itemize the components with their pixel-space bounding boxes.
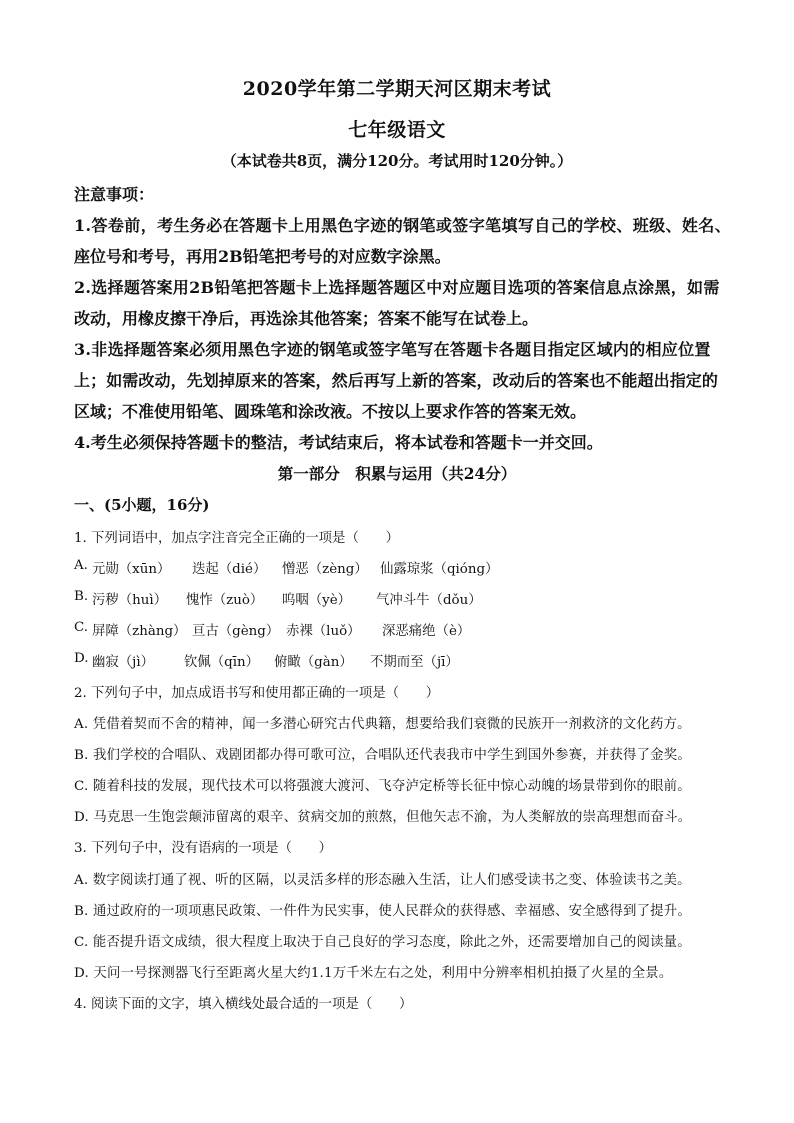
question-2-stem: 2. 下列句子中，加点成语书写和使用都正确的一项是（ ）: [74, 686, 440, 701]
q3-option-d: D. 天问一号探测器飞行至距离火星大约1.1万千米左右之处，利用中分辨率相机拍摄了火星的全景。: [74, 966, 673, 981]
option-item: 深恶痛绝（è）: [382, 624, 471, 639]
option-letter: A.: [74, 558, 88, 573]
option-letter: D.: [74, 651, 89, 666]
option-item: 屏障（zhàng）: [92, 624, 187, 639]
q2-option-d: D. 马克思一生饱尝颠沛留离的艰辛、贫病交加的煎熬，但他矢志不渝，为人类解放的崇高理想而奋斗。: [74, 810, 692, 825]
notice-line: 改动，用橡皮擦干净后，再选涂其他答案；答案不能写在试卷上。: [74, 309, 539, 328]
option-item: 不期而至（jī）: [370, 655, 459, 670]
exam-subject: 七年级语文: [348, 119, 446, 141]
notice-line: 3.非选择题答案必须用黑色字迹的钢笔或签字笔写在答题卡各题目指定区域内的相应位置: [74, 340, 711, 359]
notice-line: 1.答卷前，考生务必在答题卡上用黑色字迹的钢笔或签字笔填写自己的学校、班级、姓名、: [74, 216, 732, 235]
q1-option-b: [74, 589, 482, 608]
option-item: 呜咽（yè）: [282, 593, 352, 608]
notice-line: 4.考生必须保持答题卡的整洁，考试结束后，将本试卷和答题卡一并交回。: [74, 433, 603, 452]
option-item: 仙露琼浆（qióng）: [380, 562, 499, 577]
notice-line: 上；如需改动，先划掉原来的答案，然后再写上新的答案，改动后的答案也不能超出指定的: [74, 371, 719, 390]
q3-option-a: A. 数字阅读打通了视、听的区隔，以灵活多样的形态融入生活，让人们感受读书之变、体验读书之美。: [74, 873, 691, 888]
q3-option-b: B. 通过政府的一项项惠民政策、一件件为民实事，使人民群众的获得感、幸福感、安全感得到了提升。: [74, 904, 691, 919]
notice-line: 2.选择题答案用2B铅笔把答题卡上选择题答题区中对应题目选项的答案信息点涂黑，如需: [74, 278, 720, 297]
option-item: 幽寂（jì）: [92, 655, 154, 670]
option-item: 元勋（xūn）: [92, 562, 171, 577]
q2-option-c: C. 随着科技的发展，现代技术可以将强渡大渡河、飞夺泸定桥等长征中惊心动魄的场景带到你的眼前。: [74, 779, 691, 794]
option-item: 赤裸（luǒ）: [286, 624, 361, 639]
question-4-stem: 4. 阅读下面的文字，填入横线处最合适的一项是（ ）: [74, 997, 413, 1012]
q1-option-a: [74, 558, 499, 577]
question-3-stem: 3. 下列句子中，没有语病的一项是（ ）: [74, 841, 333, 856]
q1-option-d: [74, 651, 459, 670]
option-item: 污秽（huì）: [92, 593, 168, 608]
option-item: 气冲斗牛（dǒu）: [376, 593, 482, 608]
option-letter: B.: [74, 589, 89, 604]
part-title: 第一部分 积累与运用（共24分）: [277, 464, 517, 483]
question-1-stem: 1. 下列词语中，加点字注音完全正确的一项是（ ）: [74, 531, 400, 546]
exam-title: 2020学年第二学期天河区期末考试: [242, 78, 552, 100]
notice-line: 座位号和考号，再用2B铅笔把考号的对应数字涂黑。: [74, 247, 451, 266]
q2-option-a: A. 凭借着契而不舍的精神，闻一多潜心研究古代典籍，想要给我们衰微的民族开一剂救济的文化药方。: [74, 717, 691, 732]
notice-heading: 注意事项：: [74, 185, 155, 204]
option-item: 憎恶（zèng）: [282, 562, 368, 577]
option-item: 迭起（dié）: [192, 562, 267, 577]
option-item: 愧怍（zuò）: [186, 593, 264, 608]
option-letter: C.: [74, 620, 89, 635]
option-item: 亘古（gèng）: [192, 624, 280, 639]
q1-option-c: [74, 620, 471, 639]
q3-option-c: C. 能否提升语文成绩，很大程度上取决于自己良好的学习态度，除此之外，还需要增加自己的阅读量。: [74, 935, 691, 950]
option-item: 钦佩（qīn）: [184, 655, 260, 670]
option-item: 俯瞰（gàn）: [274, 655, 353, 670]
q2-option-b: B. 我们学校的合唱队、戏剧团都办得可歌可泣，合唱队还代表我市中学生到国外参赛，并获得了金奖。: [74, 748, 691, 763]
exam-info: （本试卷共8页，满分120分。考试用时120分钟。）: [221, 152, 573, 170]
section-heading: 一、(5小题，16分): [74, 496, 210, 514]
notice-line: 区域；不准使用铅笔、圆珠笔和涂改液。不按以上要求作答的答案无效。: [74, 402, 587, 421]
